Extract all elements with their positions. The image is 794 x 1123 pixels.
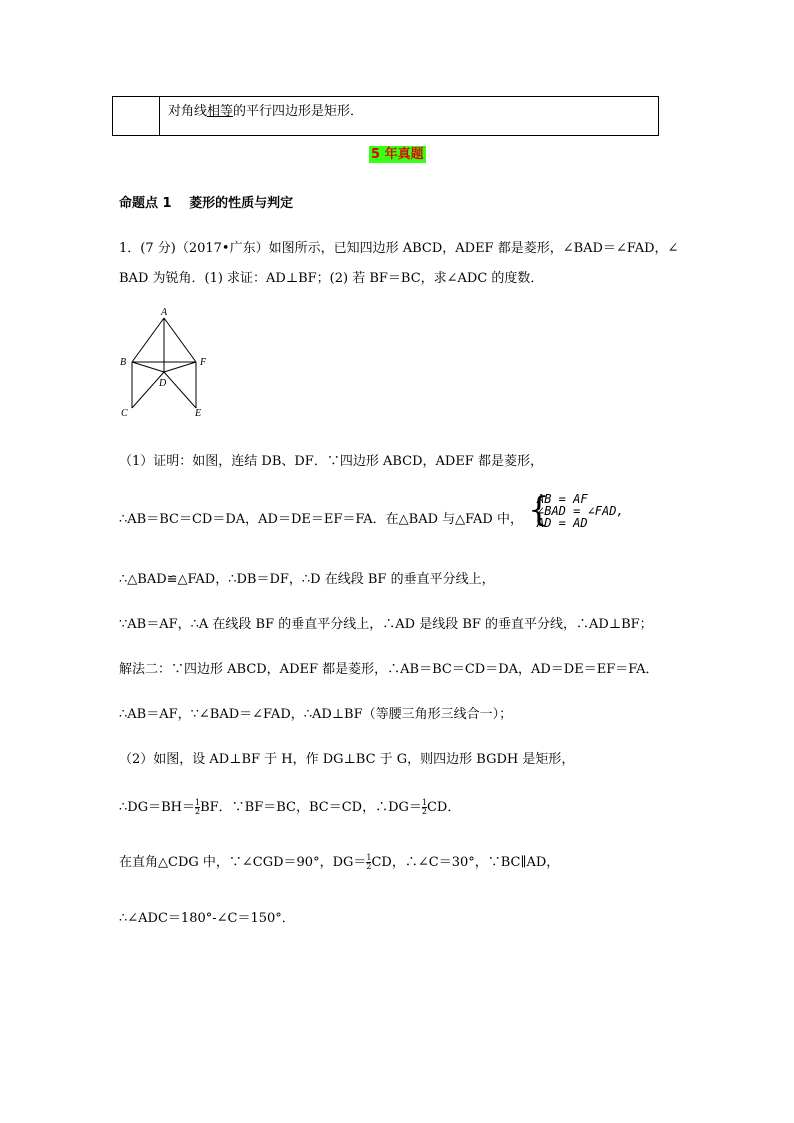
solution-line-10: ∴∠ADC＝180°-∠C＝150°． — [119, 911, 295, 926]
solution-line-9: 在直角△CDG 中，∵∠CGD＝90°，DG＝ $\frac{1}{2}$ CD，∴∠C＝30°，∵BC∥AD， — [119, 853, 560, 871]
table-text-cell: 对角线相等的平行四边形是矩形． — [168, 104, 364, 119]
solution-line-3: ∴△BAD≌△FAD，∴DB＝DF，∴D 在线段 BF 的垂直平分线上， — [119, 572, 495, 587]
solution-line-5: 解法二：∵四边形 ABCD，ADEF 都是菱形，∴AB＝BC＝CD＝DA，AD＝DE＝EF＝FA． — [119, 662, 659, 677]
solution-line-7: （2）如图，设 AD⊥BF 于 H，作 DG⊥BC 于 G，则四边形 BGDH 是矩形， — [119, 752, 575, 767]
label-b: B — [120, 357, 127, 368]
rhombus-figure — [110, 305, 220, 420]
label-f: F — [200, 357, 207, 368]
label-c: C — [121, 408, 128, 419]
solution-line-2: ∴AB＝BC＝CD＝DA，AD＝DE＝EF＝FA．在△BAD 与△FAD 中， — [119, 512, 523, 527]
section-heading: 命题点 1 菱形的性质与判定 — [119, 196, 294, 211]
solution-line-8: ∴DG＝BH＝ $\frac{1}{2}$ BF．∵BF＝BC，BC＝CD，∴DG＝ $\frac{1}{2}$ CD． — [119, 798, 461, 816]
solution-line-6: ∴AB＝AF，∵∠BAD＝∠FAD，∴AD⊥BF（等腰三角形三线合一）； — [119, 707, 513, 722]
problem-line-1: 1．(7 分)（2017•广东）如图所示，已知四边形 ABCD，ADEF 都是菱形，∠BAD＝∠FAD，∠ — [119, 241, 679, 256]
fraction-half: $\frac{1}{2}$ — [366, 853, 372, 871]
problem-line-2: BAD 为锐角．(1) 求证：AD⊥BF；(2) 若 BF＝BC，求∠ADC 的度数． — [119, 271, 544, 286]
solution-line-4: ∵AB＝AF，∴A 在线段 BF 的垂直平分线上，∴AD 是线段 BF 的垂直平分线，∴AD⊥BF； — [119, 617, 653, 632]
solution-line-1: （1）证明：如图，连结 DB、DF．∵四边形 ABCD，ADEF 都是菱形， — [119, 454, 543, 469]
fraction-half: $\frac{1}{2}$ — [421, 798, 427, 816]
fraction-half: $\frac{1}{2}$ — [194, 798, 201, 816]
system-eq-2: ∠BAD = ∠FAD, — [537, 504, 624, 518]
underlined-word: 相等 — [207, 104, 234, 119]
label-a: A — [161, 307, 168, 318]
system-eq-1: AB = AF — [537, 492, 588, 506]
system-brace: { — [528, 490, 550, 530]
five-year-badge: 5 年真题 — [371, 147, 424, 162]
label-d: D — [159, 378, 167, 389]
table-empty-cell — [113, 97, 160, 135]
label-e: E — [195, 408, 202, 419]
definition-table — [112, 96, 659, 136]
equation-system — [537, 493, 624, 529]
system-eq-3: AD = AD — [537, 516, 588, 530]
